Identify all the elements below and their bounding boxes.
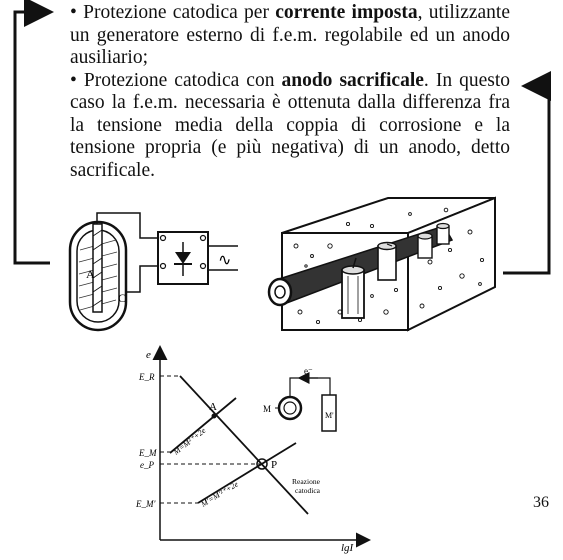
right-bracket-arrow [503, 86, 549, 273]
inset-schematic [263, 366, 336, 431]
anode-cylinder [418, 233, 432, 258]
reaction-label: Reazione [292, 477, 320, 486]
anode-cylinder [437, 224, 449, 245]
sacrificial-label: M' [325, 411, 334, 420]
point-a-label: A [209, 401, 217, 413]
cathode-label: C [118, 291, 127, 305]
point-a [212, 414, 217, 419]
impressed-current-figure [70, 213, 238, 330]
bullet-bold-term: corrente imposta [275, 2, 418, 23]
line-label-m-prime: M'=M'²⁺+2e [199, 479, 240, 509]
electron-label: e⁻ [304, 366, 313, 376]
page-number: 36 [533, 494, 549, 511]
anode-cylinder [378, 243, 396, 281]
tick-label-em: E_M [139, 448, 157, 458]
point-p-label: P [271, 459, 278, 471]
bullet-text: . In questo caso la f.e.m. necessaria è ottenuta dalla differenza fra la tensione media della coppia di corrosione e la tensione propria (e più negativa) di un anodo, detto sacrificale. [70, 69, 511, 181]
bullet-marker: • [70, 69, 77, 91]
x-axis-label: lgI [341, 542, 354, 554]
bullet-text: Protezione catodica per [83, 2, 276, 23]
sacrificial-anode-block [269, 198, 495, 330]
reaction-label-2: catodica [295, 486, 320, 495]
bullet-marker: • [70, 2, 77, 23]
ac-symbol: ∿ [218, 252, 232, 269]
left-bracket-arrow [15, 12, 50, 263]
anode-cylinder [342, 266, 364, 318]
bullet-bold-term: anodo sacrificale [281, 69, 424, 91]
bullet-text: Protezione catodica con [83, 69, 282, 91]
y-axis-label: e [146, 349, 151, 361]
tick-label-ep: e_P [140, 460, 154, 470]
tick-label-em-prime: E_M' [136, 499, 156, 509]
tick-label-er: E_R [139, 372, 155, 382]
inset-pipe [279, 397, 301, 419]
evans-diagram [135, 348, 368, 554]
metal-label: M [263, 404, 272, 414]
anode-label: A [86, 267, 95, 281]
bullet-text: , utilizzante un generatore esterno di f.e.m. regolabile ed un anodo ausiliario; [70, 2, 510, 68]
line-label-m: M=M²⁺+2e [171, 425, 208, 457]
